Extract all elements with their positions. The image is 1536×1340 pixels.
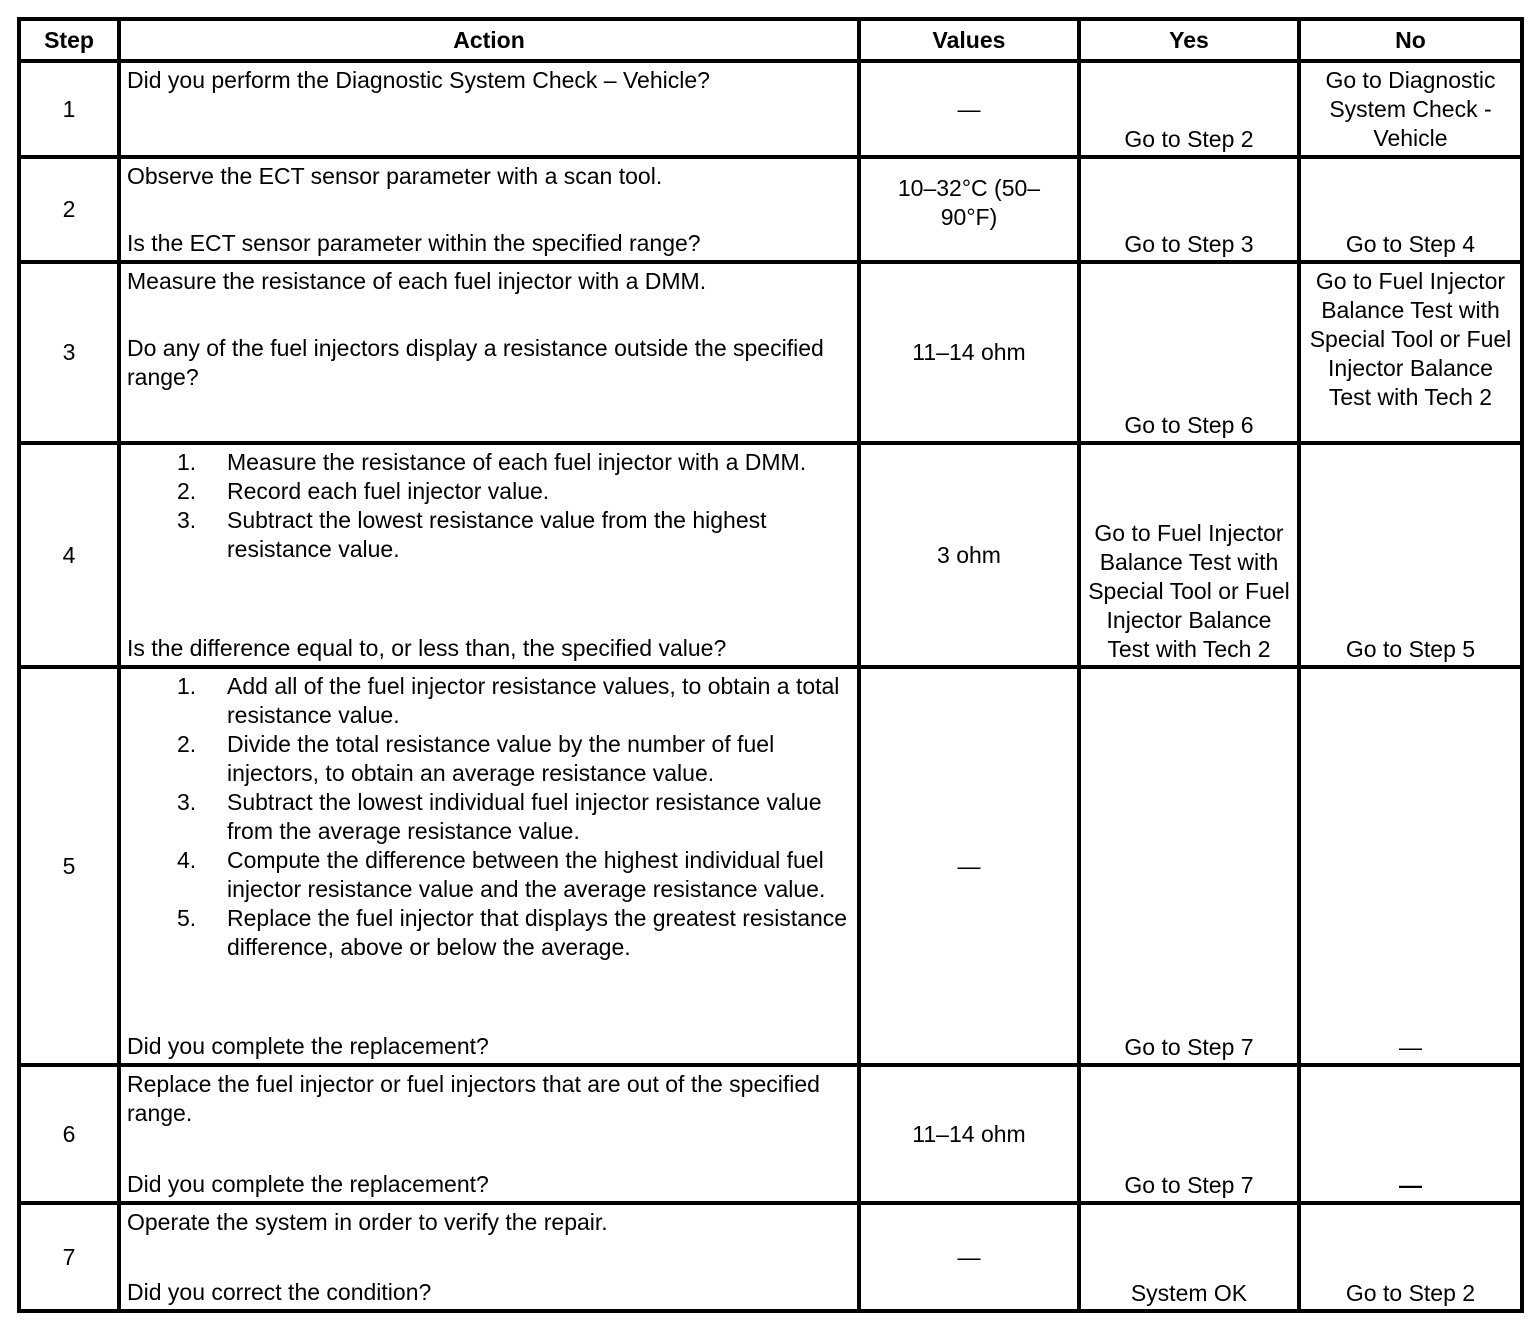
no-cell <box>1301 63 1524 159</box>
action-cell <box>121 159 861 264</box>
action-cell <box>121 1205 861 1313</box>
step-number: 7 <box>21 1205 121 1313</box>
yes-text: Go to Step 6 <box>1124 412 1254 438</box>
action-text: Did you perform the Diagnostic System Check – Vehicle? <box>127 67 710 93</box>
no-cell <box>1301 1067 1524 1205</box>
value-cell: 3 ohm <box>861 445 1081 669</box>
step-number: 4 <box>21 445 121 669</box>
yes-text: Go to Step 3 <box>1124 231 1254 257</box>
header-values: Values <box>861 21 1081 63</box>
step-number: 5 <box>21 669 121 1067</box>
step-number: 3 <box>21 264 121 445</box>
yes-cell <box>1081 669 1301 1067</box>
no-text: Go to Step 4 <box>1345 231 1476 257</box>
no-text: — <box>1399 1034 1422 1060</box>
yes-cell <box>1081 445 1301 669</box>
no-text: Go to Step 5 <box>1345 636 1476 662</box>
header-no: No <box>1301 21 1524 63</box>
list-item: 3. Subtract the lowest resistance value from the highest resistance value. <box>177 507 767 562</box>
action-text: Operate the system in order to verify the repair. <box>127 1209 608 1235</box>
value-cell: — <box>861 1205 1081 1313</box>
no-text: Go to Diagnostic System Check - Vehicle <box>1325 67 1496 151</box>
yes-cell <box>1081 264 1301 445</box>
no-text: Go to Fuel Injector Balance Test with Special Tool or Fuel Injector Balance Test with Tech 2 <box>1309 268 1512 410</box>
table-row <box>21 159 1524 264</box>
action-question: Did you correct the condition? <box>127 1279 432 1305</box>
yes-cell <box>1081 1205 1301 1313</box>
no-text: Go to Step 2 <box>1345 1280 1476 1306</box>
action-question: Is the ECT sensor parameter within the specified range? <box>127 230 701 256</box>
value-cell: 11–14 ohm <box>861 1067 1081 1205</box>
action-cell <box>121 63 861 159</box>
no-cell <box>1301 159 1524 264</box>
list-item: 1. Add all of the fuel injector resistance values, to obtain a total resistance value. <box>177 673 840 728</box>
no-cell <box>1301 264 1524 445</box>
list-item: 2. Divide the total resistance value by the number of fuel injectors, to obtain an average resistance value. <box>177 731 775 786</box>
list-item: 2. Record each fuel injector value. <box>177 478 550 504</box>
yes-cell <box>1081 1067 1301 1205</box>
header-yes: Yes <box>1081 21 1301 63</box>
action-cell <box>121 1067 861 1205</box>
value-cell: — <box>861 669 1081 1067</box>
substep-list <box>127 448 851 564</box>
action-question: Did you complete the replacement? <box>127 1033 489 1059</box>
yes-text: System OK <box>1130 1280 1248 1306</box>
table-row <box>21 1067 1524 1205</box>
step-number: 6 <box>21 1067 121 1205</box>
list-item: 1. Measure the resistance of each fuel injector with a DMM. <box>177 449 807 475</box>
action-question: Do any of the fuel injectors display a resistance outside the specified range? <box>127 335 824 390</box>
value-cell: — <box>861 63 1081 159</box>
substep-list <box>127 672 851 962</box>
action-text: Measure the resistance of each fuel injector with a DMM. <box>127 268 707 294</box>
no-cell <box>1301 669 1524 1067</box>
action-question: Is the difference equal to, or less than, the specified value? <box>127 635 727 661</box>
step-number: 2 <box>21 159 121 264</box>
table-row <box>21 63 1524 159</box>
action-cell <box>121 264 861 445</box>
header-row <box>21 21 1524 63</box>
header-step: Step <box>21 21 121 63</box>
step-number: 1 <box>21 63 121 159</box>
diagnostic-table <box>17 17 1524 1313</box>
yes-text: Go to Step 7 <box>1124 1034 1254 1060</box>
list-item: 3. Subtract the lowest individual fuel injector resistance value from the average resistance value. <box>177 789 822 844</box>
no-text: — <box>1399 1172 1422 1198</box>
list-item: 5. Replace the fuel injector that displays the greatest resistance difference, above or below the average. <box>177 905 848 960</box>
list-item: 4. Compute the difference between the highest individual fuel injector resistance value and the average resistance value. <box>177 847 826 902</box>
action-cell <box>121 445 861 669</box>
value-text: 10–32°C (50–90°F) <box>897 174 1041 230</box>
action-text: Observe the ECT sensor parameter with a scan tool. <box>127 163 663 189</box>
table-row <box>21 264 1524 445</box>
yes-text: Go to Step 7 <box>1124 1172 1254 1198</box>
no-cell <box>1301 445 1524 669</box>
yes-cell <box>1081 63 1301 159</box>
value-cell: 11–14 ohm <box>861 264 1081 445</box>
yes-text: Go to Fuel Injector Balance Test with Special Tool or Fuel Injector Balance Test with Tech 2 <box>1088 520 1290 662</box>
action-cell <box>121 669 861 1067</box>
action-question: Did you complete the replacement? <box>127 1171 489 1197</box>
header-action: Action <box>121 21 861 63</box>
action-text: Replace the fuel injector or fuel injectors that are out of the specified range. <box>127 1071 820 1126</box>
table-row <box>21 445 1524 669</box>
value-cell <box>861 159 1081 264</box>
no-cell <box>1301 1205 1524 1313</box>
yes-text: Go to Step 2 <box>1124 126 1254 152</box>
table-row <box>21 669 1524 1067</box>
table-row <box>21 1205 1524 1313</box>
yes-cell <box>1081 159 1301 264</box>
